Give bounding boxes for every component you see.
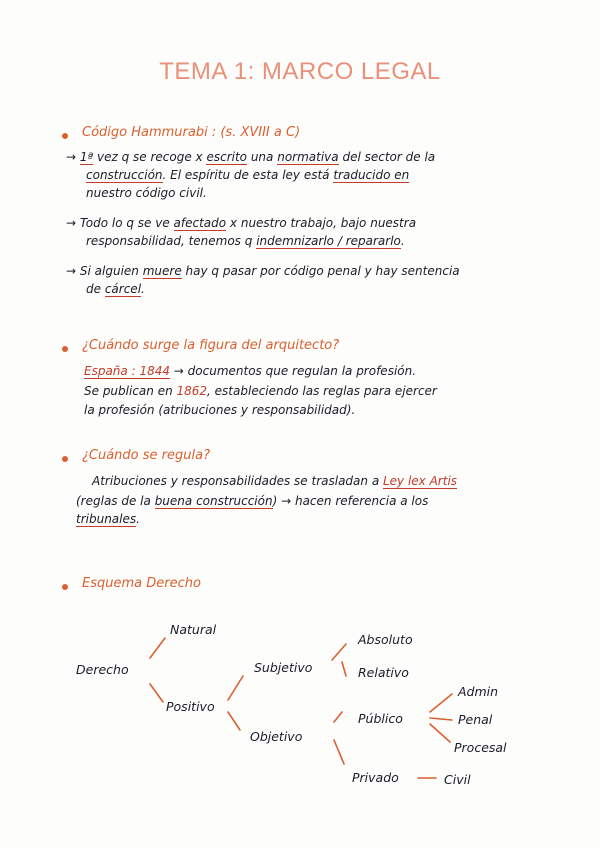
schema-node-objetivo: Objetivo [250,729,303,744]
arrow-icon: → [66,264,77,278]
text-fragment: una [247,150,278,164]
text-fragment: afectado [173,216,227,230]
schema-node-positivo: Positivo [166,699,215,714]
text-fragment: normativa [277,150,339,164]
section-heading-esquema: Esquema Derecho [82,576,201,591]
text-fragment: muere [142,264,182,278]
schema-node-absoluto: Absoluto [358,632,413,647]
text-fragment: España : [84,364,140,378]
connector-line [334,740,344,764]
connector-line [342,662,346,676]
text-fragment: → documentos que regulan la profesión. [169,364,417,378]
text-fragment: 1862 [176,384,208,398]
paragraph-line: la profesión (atribuciones y responsabilidad). [84,403,356,417]
text-fragment: Ley lex Artis [382,474,458,488]
text-fragment: x nuestro trabajo, bajo nuestra [226,216,417,230]
text-fragment: Todo lo q se ve [79,216,174,230]
arrow-icon: → [66,216,77,230]
schema-node-natural: Natural [170,622,217,637]
text-fragment: hay q pasar por código penal y hay sentencia [181,264,460,278]
text-fragment: , estableciendo las reglas para ejercer [207,384,437,398]
schema-node-penal: Penal [458,712,493,727]
arrow-icon: → [66,150,77,164]
text-fragment: responsabilidad, tenemos q [86,234,257,248]
text-fragment: . [141,282,145,296]
connector-line [150,638,165,658]
schema-node-admin: Admin [458,684,499,699]
text-fragment: ) → hacen referencia a los [272,494,429,508]
connector-line [228,712,240,730]
schema-node-procesal: Procesal [454,740,507,755]
page-title: TEMA 1: MARCO LEGAL [159,58,441,85]
text-fragment: tribunales [76,512,137,526]
connector-line [430,724,450,742]
schema-node-publico: Público [358,711,403,726]
text-fragment: cárcel [104,282,142,296]
text-fragment: construcción [86,168,163,182]
text-fragment: indemnizarlo / repararlo [256,234,401,248]
schema-node-privado: Privado [352,770,399,785]
text-fragment: del sector de la [338,150,436,164]
text-fragment: (reglas de la [76,494,155,508]
paragraph-line: nuestro código civil. [86,186,207,200]
connector-line [430,718,452,720]
text-fragment: . [136,512,140,526]
section-heading-arquitecto: ¿Cuándo surge la figura del arquitecto? [82,338,340,353]
connector-line [430,694,452,712]
text-fragment: Atribuciones y responsabilidades se trasladan a [92,474,383,488]
connector-line [332,644,346,660]
text-fragment: . [400,234,405,248]
section-heading-hammurabi: Código Hammurabi : (s. XVIII a C) [82,125,301,140]
connector-line [334,712,342,722]
text-fragment: Se publican en [84,384,177,398]
schema-node-derecho: Derecho [76,662,129,677]
schema-node-relativo: Relativo [358,665,409,680]
connector-line [228,676,243,700]
text-fragment: buena construcción [154,494,273,508]
connector-line [150,684,163,702]
schema-node-subjetivo: Subjetivo [254,660,313,675]
section-heading-regula: ¿Cuándo se regula? [82,448,210,463]
text-fragment: Si alguien [79,264,143,278]
text-fragment: de [86,282,105,296]
text-fragment: 1844 [139,364,170,378]
text-fragment: escrito [206,150,248,164]
text-fragment: 1ª [79,150,94,164]
schema-node-civil: Civil [444,772,471,787]
text-fragment: . El espíritu de esta ley está [162,168,334,182]
text-fragment: traducido en [333,168,410,182]
text-fragment: vez q se recoge x [93,150,207,164]
